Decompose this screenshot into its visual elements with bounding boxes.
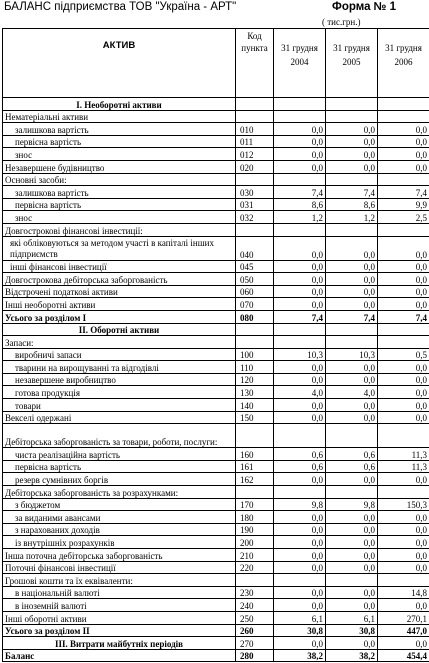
row-label: Дебіторська заборгованість за товари, роботи, послуги: bbox=[3, 424, 236, 448]
table-row bbox=[3, 511, 429, 524]
row-value: 0,0 bbox=[274, 285, 326, 298]
row-value: 150,3 bbox=[378, 498, 429, 511]
row-value: 0,0 bbox=[326, 523, 378, 536]
row-label: в іноземній валюті bbox=[3, 599, 236, 612]
row-code: 110 bbox=[236, 361, 274, 374]
row-value: 0,6 bbox=[326, 460, 378, 473]
row-code: 240 bbox=[236, 599, 274, 612]
row-value: 7,4 bbox=[326, 186, 378, 199]
row-value bbox=[326, 323, 378, 336]
row-code: 100 bbox=[236, 348, 274, 361]
row-value: 0,0 bbox=[274, 411, 326, 424]
row-label: незавершене виробництво bbox=[3, 373, 236, 386]
table-row bbox=[3, 298, 429, 311]
row-value: 0,0 bbox=[378, 399, 429, 412]
row-label: Інші оборотні активи bbox=[3, 611, 236, 624]
row-label: Інші необоротні активи bbox=[3, 298, 236, 311]
row-value bbox=[274, 223, 326, 236]
row-value: 7,4 bbox=[378, 310, 429, 323]
row-code: 130 bbox=[236, 386, 274, 399]
section-header-row bbox=[3, 323, 429, 336]
row-value: 4,0 bbox=[326, 386, 378, 399]
row-value: 0,0 bbox=[274, 298, 326, 311]
row-value bbox=[326, 173, 378, 186]
row-value: 0,0 bbox=[326, 123, 378, 136]
table-row bbox=[3, 348, 429, 361]
row-value: 0,0 bbox=[378, 637, 429, 650]
row-value: 0,0 bbox=[274, 273, 326, 286]
row-value: 0,0 bbox=[326, 637, 378, 650]
row-value: 10,3 bbox=[326, 348, 378, 361]
row-label: Незавершене будівництво bbox=[3, 160, 236, 173]
row-value: 0,0 bbox=[326, 561, 378, 574]
row-code: 220 bbox=[236, 561, 274, 574]
row-value: 0,0 bbox=[274, 236, 326, 260]
table-row bbox=[3, 411, 429, 424]
table-row bbox=[3, 599, 429, 612]
table-row bbox=[3, 135, 429, 148]
row-label: Нематеріальні активи bbox=[3, 110, 236, 123]
row-code: 162 bbox=[236, 473, 274, 486]
row-value: 0,0 bbox=[274, 549, 326, 562]
row-value: 0,0 bbox=[378, 298, 429, 311]
table-row bbox=[3, 549, 429, 562]
row-label: Довгострокова дебіторська заборгованість bbox=[3, 273, 236, 286]
row-value: 38,2 bbox=[274, 649, 326, 662]
row-value: 0,0 bbox=[274, 361, 326, 374]
row-value: 0,0 bbox=[326, 536, 378, 549]
row-value: 454,4 bbox=[378, 649, 429, 662]
row-value: 0,0 bbox=[378, 511, 429, 524]
row-label: III. Витрати майбутніх періодів bbox=[3, 637, 236, 650]
code-column-header: Код пункта bbox=[236, 29, 274, 98]
row-code: 280 bbox=[236, 649, 274, 662]
row-value: 0,0 bbox=[274, 536, 326, 549]
form-number: Форма № 1 bbox=[332, 1, 397, 13]
row-label: Поточні фінансові інвестиції bbox=[3, 561, 236, 574]
row-value: 270,1 bbox=[378, 611, 429, 624]
row-label: залишкова вартість bbox=[3, 123, 236, 136]
row-value: 0,0 bbox=[274, 135, 326, 148]
total-row bbox=[3, 624, 429, 637]
row-label: Грошові кошти та їх еквіваленти: bbox=[3, 574, 236, 587]
row-code bbox=[236, 223, 274, 236]
row-code: 140 bbox=[236, 399, 274, 412]
row-code: 200 bbox=[236, 536, 274, 549]
row-code bbox=[236, 336, 274, 349]
row-value: 0,0 bbox=[378, 273, 429, 286]
row-value: 7,4 bbox=[378, 186, 429, 199]
row-code: 031 bbox=[236, 198, 274, 211]
row-code bbox=[236, 173, 274, 186]
row-code: 160 bbox=[236, 448, 274, 461]
row-code: 012 bbox=[236, 148, 274, 161]
row-value bbox=[274, 574, 326, 587]
row-label: Усього за розділом II bbox=[3, 624, 236, 637]
row-label: Інша поточна дебіторська заборгованість bbox=[3, 549, 236, 562]
row-value bbox=[326, 424, 378, 448]
row-value: 0,0 bbox=[378, 549, 429, 562]
table-row bbox=[3, 123, 429, 136]
table-row bbox=[3, 448, 429, 461]
row-value bbox=[378, 323, 429, 336]
table-row bbox=[3, 460, 429, 473]
row-label: знос bbox=[3, 148, 236, 161]
row-value: 0,0 bbox=[378, 361, 429, 374]
row-value: 0,0 bbox=[274, 399, 326, 412]
row-value: 0,0 bbox=[326, 473, 378, 486]
row-value: 0,0 bbox=[378, 523, 429, 536]
row-value: 0,6 bbox=[274, 460, 326, 473]
row-label: в національній валюті bbox=[3, 586, 236, 599]
section-header-row bbox=[3, 98, 429, 111]
row-value: 30,8 bbox=[274, 624, 326, 637]
row-value: 1,2 bbox=[326, 211, 378, 224]
row-code: 170 bbox=[236, 498, 274, 511]
row-value: 0,0 bbox=[378, 135, 429, 148]
row-value: 0,6 bbox=[326, 448, 378, 461]
row-value: 447,0 bbox=[378, 624, 429, 637]
table-row bbox=[3, 361, 429, 374]
total-row bbox=[3, 310, 429, 323]
row-code: 180 bbox=[236, 511, 274, 524]
row-value: 0,0 bbox=[274, 523, 326, 536]
row-value: 0,0 bbox=[326, 411, 378, 424]
row-value bbox=[378, 98, 429, 111]
table-row bbox=[3, 211, 429, 224]
table-row bbox=[3, 110, 429, 123]
year-column-header: 31 грудня 2006 bbox=[378, 29, 429, 98]
total-row bbox=[3, 649, 429, 662]
row-value bbox=[326, 223, 378, 236]
table-row bbox=[3, 223, 429, 236]
row-value bbox=[326, 574, 378, 587]
row-code: 032 bbox=[236, 211, 274, 224]
row-label: залишкова вартість bbox=[3, 186, 236, 199]
row-value: 0,0 bbox=[274, 123, 326, 136]
row-label: інші фінансові інвестиції bbox=[3, 260, 236, 273]
row-value bbox=[274, 336, 326, 349]
row-code: 161 bbox=[236, 460, 274, 473]
asset-column-header: АКТИВ bbox=[3, 29, 236, 98]
row-value: 0,0 bbox=[326, 361, 378, 374]
row-value: 0,0 bbox=[274, 599, 326, 612]
row-value bbox=[378, 173, 429, 186]
row-value bbox=[274, 486, 326, 499]
table-row bbox=[3, 611, 429, 624]
row-value: 0,0 bbox=[326, 148, 378, 161]
row-code: 010 bbox=[236, 123, 274, 136]
row-value bbox=[274, 173, 326, 186]
row-value: 0,0 bbox=[274, 473, 326, 486]
row-value: 0,0 bbox=[326, 135, 378, 148]
table-row bbox=[3, 160, 429, 173]
row-value: 0,0 bbox=[378, 536, 429, 549]
row-value: 0,0 bbox=[378, 160, 429, 173]
row-value: 0,0 bbox=[274, 373, 326, 386]
row-value: 30,8 bbox=[326, 624, 378, 637]
section-header-row bbox=[3, 637, 429, 650]
row-value bbox=[378, 486, 429, 499]
row-value bbox=[378, 424, 429, 448]
row-value: 9,9 bbox=[378, 198, 429, 211]
row-code bbox=[236, 424, 274, 448]
row-label: тварини на вирощуванні та відгодівлі bbox=[3, 361, 236, 374]
document-title: БАЛАНС підприємства ТОВ "Україна - АРТ" bbox=[4, 1, 237, 13]
row-value: 0,0 bbox=[326, 599, 378, 612]
row-label: Дебіторська заборгованість за розрахунками: bbox=[3, 486, 236, 499]
row-value: 38,2 bbox=[326, 649, 378, 662]
row-code bbox=[236, 486, 274, 499]
row-value: 0,5 bbox=[378, 348, 429, 361]
table-row bbox=[3, 473, 429, 486]
row-label: резерв сумнівних боргів bbox=[3, 473, 236, 486]
year-column-header: 31 грудня 2004 bbox=[274, 29, 326, 98]
row-code: 190 bbox=[236, 523, 274, 536]
row-value: 0,0 bbox=[326, 260, 378, 273]
table-row bbox=[3, 173, 429, 186]
row-label: знос bbox=[3, 211, 236, 224]
row-label: Векселі одержані bbox=[3, 411, 236, 424]
row-code: 011 bbox=[236, 135, 274, 148]
table-row bbox=[3, 586, 429, 599]
row-label: первісна вартість bbox=[3, 460, 236, 473]
row-value: 0,0 bbox=[378, 285, 429, 298]
row-label: з нарахованих доходів bbox=[3, 523, 236, 536]
row-value: 0,0 bbox=[274, 260, 326, 273]
table-row bbox=[3, 273, 429, 286]
row-label: за виданими авансами bbox=[3, 511, 236, 524]
row-label: первісна вартість bbox=[3, 135, 236, 148]
row-value bbox=[378, 336, 429, 349]
table-row bbox=[3, 536, 429, 549]
table-row bbox=[3, 236, 429, 260]
table-row bbox=[3, 285, 429, 298]
row-value bbox=[274, 98, 326, 111]
row-value bbox=[326, 486, 378, 499]
row-code: 070 bbox=[236, 298, 274, 311]
row-value: 0,0 bbox=[378, 236, 429, 260]
row-label: які обліковуються за методом участі в капіталі інших підприємств bbox=[3, 236, 236, 260]
row-value: 0,0 bbox=[378, 260, 429, 273]
table-row bbox=[3, 561, 429, 574]
row-label: виробничі запаси bbox=[3, 348, 236, 361]
row-value: 8,6 bbox=[326, 198, 378, 211]
row-code: 020 bbox=[236, 160, 274, 173]
table-row bbox=[3, 486, 429, 499]
row-value: 0,0 bbox=[274, 561, 326, 574]
row-label: Баланс bbox=[3, 649, 236, 662]
row-label: Запаси: bbox=[3, 336, 236, 349]
row-label: готова продукція bbox=[3, 386, 236, 399]
row-label: із внутрішніх розрахунків bbox=[3, 536, 236, 549]
row-value: 0,0 bbox=[326, 373, 378, 386]
row-value: 0,0 bbox=[326, 511, 378, 524]
row-value bbox=[274, 424, 326, 448]
row-value bbox=[274, 323, 326, 336]
table-row bbox=[3, 424, 429, 448]
row-code: 040 bbox=[236, 236, 274, 260]
row-code: 150 bbox=[236, 411, 274, 424]
row-value: 7,4 bbox=[274, 186, 326, 199]
row-value: 0,0 bbox=[274, 637, 326, 650]
row-value: 0,0 bbox=[378, 473, 429, 486]
row-value: 10,3 bbox=[274, 348, 326, 361]
row-value bbox=[326, 110, 378, 123]
row-value: 0,0 bbox=[274, 511, 326, 524]
row-value: 0,0 bbox=[378, 411, 429, 424]
row-value: 0,0 bbox=[378, 373, 429, 386]
row-code bbox=[236, 323, 274, 336]
row-value: 0,0 bbox=[274, 586, 326, 599]
row-code: 270 bbox=[236, 637, 274, 650]
row-code bbox=[236, 110, 274, 123]
row-value: 0,0 bbox=[326, 160, 378, 173]
row-code: 230 bbox=[236, 586, 274, 599]
table-row bbox=[3, 399, 429, 412]
row-value: 0,0 bbox=[378, 123, 429, 136]
table-header-row bbox=[3, 29, 429, 98]
row-code: 260 bbox=[236, 624, 274, 637]
row-value: 9,8 bbox=[326, 498, 378, 511]
row-value: 7,4 bbox=[326, 310, 378, 323]
row-value bbox=[274, 110, 326, 123]
table-row bbox=[3, 148, 429, 161]
table-row bbox=[3, 186, 429, 199]
row-value: 0,0 bbox=[326, 285, 378, 298]
row-label: первісна вартість bbox=[3, 198, 236, 211]
row-value: 0,0 bbox=[326, 399, 378, 412]
row-label: Відстрочені податкові активи bbox=[3, 285, 236, 298]
row-value: 11,3 bbox=[378, 448, 429, 461]
row-value: 0,0 bbox=[378, 599, 429, 612]
row-label: II. Оборотні активи bbox=[3, 323, 236, 336]
row-label: I. Необоротні активи bbox=[3, 98, 236, 111]
row-value bbox=[378, 223, 429, 236]
table-row bbox=[3, 574, 429, 587]
row-value: 0,0 bbox=[378, 386, 429, 399]
row-value: 0,0 bbox=[326, 549, 378, 562]
row-value: 2,5 bbox=[378, 211, 429, 224]
units-label: ( тис.грн.) bbox=[322, 17, 361, 27]
row-value: 0,0 bbox=[326, 586, 378, 599]
row-value: 14,8 bbox=[378, 586, 429, 599]
row-label: Основні засоби: bbox=[3, 173, 236, 186]
table-row bbox=[3, 260, 429, 273]
table-row bbox=[3, 386, 429, 399]
row-code: 060 bbox=[236, 285, 274, 298]
table-row bbox=[3, 498, 429, 511]
row-code: 030 bbox=[236, 186, 274, 199]
row-value bbox=[326, 336, 378, 349]
row-value: 6,1 bbox=[274, 611, 326, 624]
row-label: чиста реалізаційна вартість bbox=[3, 448, 236, 461]
row-value: 8,6 bbox=[274, 198, 326, 211]
row-code: 045 bbox=[236, 260, 274, 273]
row-value bbox=[378, 110, 429, 123]
table-row bbox=[3, 198, 429, 211]
row-value: 11,3 bbox=[378, 460, 429, 473]
row-value: 0,0 bbox=[326, 236, 378, 260]
table-row bbox=[3, 523, 429, 536]
row-value: 7,4 bbox=[274, 310, 326, 323]
row-value: 0,0 bbox=[274, 160, 326, 173]
row-value: 4,0 bbox=[274, 386, 326, 399]
row-value: 6,1 bbox=[326, 611, 378, 624]
row-label: з бюджетом bbox=[3, 498, 236, 511]
row-code bbox=[236, 98, 274, 111]
row-code: 050 bbox=[236, 273, 274, 286]
row-value: 0,0 bbox=[274, 148, 326, 161]
year-column-header: 31 грудня 2005 bbox=[326, 29, 378, 98]
row-code: 080 bbox=[236, 310, 274, 323]
row-code bbox=[236, 574, 274, 587]
row-value bbox=[378, 574, 429, 587]
row-label: Довгострокові фінансові інвестиції: bbox=[3, 223, 236, 236]
row-value: 0,0 bbox=[378, 148, 429, 161]
row-value: 0,0 bbox=[326, 273, 378, 286]
row-value bbox=[326, 98, 378, 111]
row-value: 9,8 bbox=[274, 498, 326, 511]
row-value: 0,6 bbox=[274, 448, 326, 461]
row-code: 250 bbox=[236, 611, 274, 624]
table-row bbox=[3, 336, 429, 349]
row-value: 0,0 bbox=[378, 561, 429, 574]
row-code: 120 bbox=[236, 373, 274, 386]
row-code: 210 bbox=[236, 549, 274, 562]
row-value: 0,0 bbox=[326, 298, 378, 311]
row-label: Усього за розділом I bbox=[3, 310, 236, 323]
balance-table bbox=[2, 28, 429, 662]
row-value: 1,2 bbox=[274, 211, 326, 224]
table-row bbox=[3, 373, 429, 386]
row-label: товари bbox=[3, 399, 236, 412]
